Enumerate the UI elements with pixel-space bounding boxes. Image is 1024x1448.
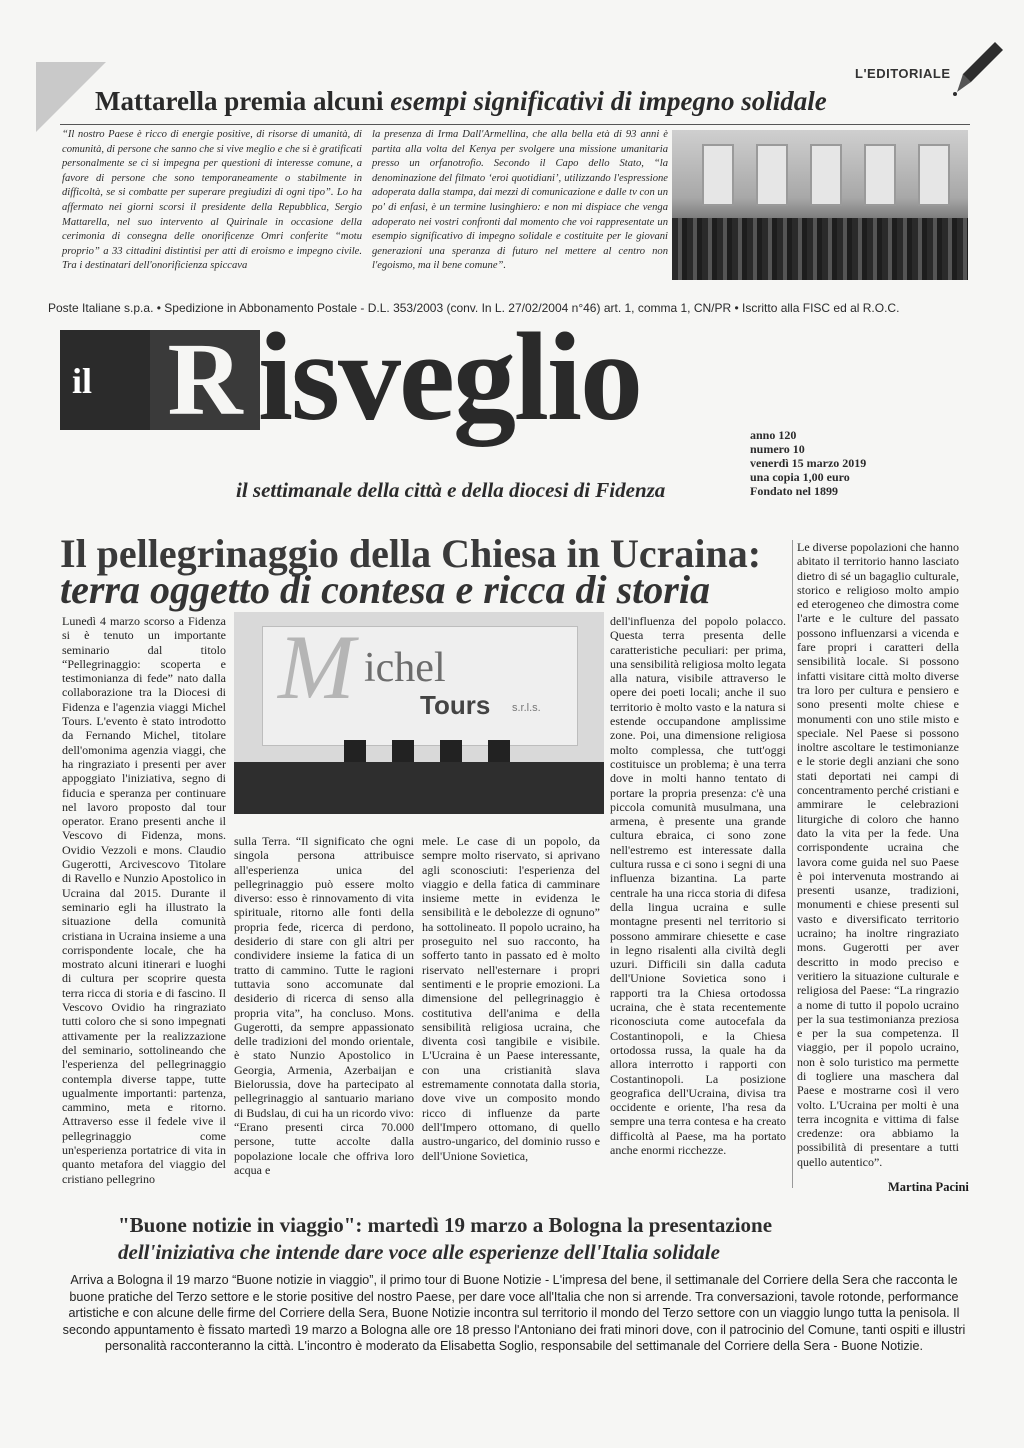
issue-info [750,428,866,498]
masthead-il-text: il [72,361,93,401]
article-column-5: Le diverse popolazioni che hanno abitato il territorio hanno lasciato dietro di sé un bagaglio culturale, storico e religioso molto ampio ed eterogeneo che dimostra come l'arte e le culture del passato possono influenzarsi a vicenda e fare propri i caratteri della sensibilità locale. Si possono infatti visitare città molto diverse tra loro per cultura e pensiero e sono presenti molte chiese e monumenti con uno stile misto e speciale. Nel Paese si possono inoltre ascoltare le testimonianze e le storie degli anziani che sono stati deportati nei campi di concentramento perché cristiani e ammirare le celebrazioni liturgiche di coloro che hanno dato la vita per la fede. Una corrispondente ucraina che lavora come guida nel suo Paese è poi intervenuta mostrando ai presenti usanze, tradizioni, monumenti e chiese presenti sul vasto e diversificato territorio ucraino; ha inoltre ringraziato mons. Gugerotti per aver descritto in modo preciso e veritiero la situazione culturale e religiosa del Paese: “La ringrazio a nome di tutto il popolo ucraino per la sua testimonianza preziosa e per la sua competenza. Il viaggio, per il popolo ucraino, non è solo turistico ma permette di togliere una maschera dal Paese e mostrarne così il vero volto. L'Ucraina per molti è una terra incognita e vittima di false credenze: ora abbiamo la possibilità di presentare a tutti quello autentico”. [797,540,959,1169]
article-column-1: Lunedì 4 marzo scorso a Fidenza si è tenuto un importante seminario dal titolo “Pellegrinaggio: scoperta e testimonianza di fede” nato dalla collaborazione tra la Diocesi di Fidenza e l'agenzia viaggi Michel Tours. L'evento è stato introdotto da Fernando Michel, titolare dell'omonima agenzia viaggi, che ha ringraziato i presenti per aver appoggiato l'iniziativa, segno di fiducia e speranza per continuare nel lavoro proposto dal tour operator. Erano presenti anche il Vescovo di Fidenza, mons. Ovidio Vezzoli e mons. Claudio Gugerotti, Arcivescovo Titolare di Ravello e Nunzio Apostolico in Ucraina dal 2015. Durante il seminario egli ha illustrato la situazione della comunità cristiana in Ucraina insieme a una corrispondente locale, che ha mostrato alcuni itinerari e luoghi di cultura per scoprire questa terra ricca di storia e di fascino. Il Vescovo Ovidio ha ringraziato tutti coloro che si sono impegnati attivamente per la realizzazione del seminario, sottolineando che l'esperienza del pellegrinaggio contempla diverse tappe, tutte ugualmente importanti: partenza, cammino, meta e ritorno. Attraverso esse il fedele vive il pellegrinaggio come un'esperienza portatrice di vita in quanto metafora del viaggio del cristiano pellegrino [62,614,226,1186]
article-author: Martina Pacini [888,1180,969,1194]
article-column-3: mele. Le case di un popolo, da sempre molto riservato, si aprivano agli sconosciuti: l'esperienza del viaggio e della fatica di camminare insieme mette in evidenza le sensibilità e le debolezze di ognuno” ha sottolineato. Il popolo ucraino, ha proseguito nel suo racconto, ha sofferto tanto in passato ed è molto riservato nell'esternare i propri sentimenti e le proprie emozioni. La dimensione del pellegrinaggio è costitutiva dell'anima e della sensibilità religiosa ucraina, che diventa così tangibile e visibile. L'Ucraina è un Paese interessante, con una cristianità slava estremamente connotata dalla storia, dove vive un composito mondo ricco di influenze da parte dell'Impero ottomano, di quello austro-ungarico, del dominio russo e dell'Unione Sovietica, [422,834,600,1163]
bottom-headline: "Buone notizie in viaggio": martedì 19 marzo a Bologna la presentazione [118,1213,773,1237]
article-column-4: dell'influenza del popolo polacco. Questa terra presenta delle caratteristiche peculiari: per prima, una sensibilità religiosa molto legata alla natura, visibile attraverso le opere dei poeti locali; anche il suo territorio è molto vasto e la natura si estende occupandone amplissime zone. Poi, una dimensione religiosa molto complessa, che tutt'oggi costituisce un problema; è una terra dove in molti hanno tentato di portare la propria presenza: c'è una piccola comunità musulmana, una armena, è presente una grande cultura ebraica, ci sono zone nell'estremo est interessate dalla cultura russa e ci sono i segni di una influenza bizantina. La parte centrale ha una ricca storia di difesa della lingua ucraina e sulle montagne presenti nel territorio si possono ammirare chiesette e case in legno risalenti alla civiltà degli uzuri. Difficili sin dalla caduta dell'Unione Sovietica sono i rapporti tra la Chiesa ortodossa ucraina, che è stata recentemente riconosciuta come autocefala da Costantinopoli, e la Chiesa ortodossa russa, la quale ha da allora interrotto i rapporti con Costantinopoli. La posizione geografica dell'Ucraina, divisa tra occidente e oriente, l'ha resa da sempre una terra contesa e ha creato difficoltà al Paese, ma ha portato anche enormi ricchezze. [610,614,786,1157]
masthead-subtitle: il settimanale della città e della diocesi di Fidenza [236,478,666,502]
article-headline: Il pellegrinaggio della Chiesa in Ucraina: [60,531,762,576]
bottom-subheadline: dell'iniziativa che intende dare voce alle esperienze dell'Italia solidale [118,1240,720,1264]
article-subheadline: terra oggetto di contesa e ricca di storia [60,567,710,612]
masthead-title: isveglio [258,308,641,447]
bottom-body-text: Arriva a Bologna il 19 marzo “Buone notizie in viaggio”, il primo tour di Buone Notizie - L'impresa del bene, il settimanale del Corriere della Sera che racconta le buone pratiche del Terzo settore e le storie positive del nostro Paese, per dare voce all'Italia che non si arrende. Tra conversazioni, tavole rotonde, performance artistiche e con alcune delle firme del Corriere della Sera, Buone Notizie incontra sul territorio il mondo del Terzo settore con un viaggio lungo tutta la penisola. Il secondo appuntamento è fissato martedì 19 marzo a Bologna alle ore 18 presso l'Antoniano dei frati minori dove, con il patrocinio del Comune, tanti ospiti e illustri personalità racconteranno la città. L'incontro è moderato da Elisabetta Soglio, responsabile del settimanale del Corriere della Sera - Buone Notizie. [62,1273,966,1354]
issue-price: una copia 1,00 euro [750,470,850,484]
article-column-2: sulla Terra. “Il significato che ogni singola persona attribuisce all'esperienza unica del pellegrinaggio può essere molto diverso: esso è rinnovamento di vita spirituale, ritorno alle fonti della propria fede, ricerca di perdono, desiderio di stare con gli altri per condividere insieme la fatica di un tratto di cammino. Tutte le ragioni tuttavia sono accomunate dal desiderio di ricerca di senso alla propria vita”, ha concluso. Mons. Gugerotti, da sempre appassionato delle tradizioni del mondo orientale, è stato Nunzio Apostolico in Georgia, Armenia, Azerbaijan e Bielorussia, dove ha partecipato al pellegrinaggio al santuario mariano di Budslau, di cui ha un ricordo vivo: “Erano presenti circa 70.000 persone, tutte accolte dalla popolazione locale che offriva loro acqua e [234,834,414,1177]
editorial-rule [60,124,970,125]
quirinale-ceremony-photo [672,130,968,280]
editorial-headline-italic: esempi significativi di impegno solidale [390,86,827,116]
masthead-initial: R [150,330,260,430]
issue-year: anno 120 [750,428,797,442]
issue-founded: Fondato nel 1899 [750,484,839,498]
editorial-headline [95,86,975,117]
issue-date: venerdì 15 marzo 2019 [750,456,867,470]
editorial-label: L'EDITORIALE [855,66,951,81]
seminar-photo [234,612,604,814]
logo-text-srl: s.r.l.s. [512,702,541,714]
editorial-column-2: la presenza di Irma Dall'Armellina, che alla bella età di 93 anni è partita alla volta del Kenya per svolgere una missione umanitaria presso un orfanotrofio. Secondo il Capo dello Stato, “la denominazione del filmato ‘eroi quotidiani’, utilizzando l'espressione adoperata dalla stampa, dai mezzi di comunicazione e dalle tv con un po' di enfasi, è un termine lusinghiero: e non mi dispiace che venga adoperato nei vostri confronti dal momento che voi rappresentate un esempio significativo di impegno solidale e costituite per le giovani generazioni una speranza di futuro nel mettere al centro non l'egoismo, ma il bene comune”. [372,129,668,272]
editorial-headline-plain: Mattarella premia alcuni [95,86,391,116]
issue-number: numero 10 [750,442,805,456]
masthead-il [60,330,150,430]
column-divider [792,540,793,1188]
logo-text-ichel: ichel [364,645,446,691]
editorial-column-1: “Il nostro Paese è ricco di energie positive, di risorse di umanità, di comunità, di persone che sanno che si vive meglio e che si è gratificati personalmente se ci si impegna per questioni di interesse comune, a favore di persone che sono temporaneamente o stabilmente in difficoltà, se si combatte per superare pregiudizi di ogni tipo”. Lo ha affermato nei giorni scorsi il presidente della Repubblica, Sergio Mattarella, nel suo intervento al Quirinale in occasione della cerimonia di consegna delle onorificenze Omri conferite “motu proprio” a 33 cittadini distintisi per atti di eroismo e impegno civile. Tra i destinatari dell'onorificienza spiccava [62,129,362,272]
logo-text-tours: Tours [420,690,491,720]
postal-notice: Poste Italiane s.p.a. • Spedizione in Abbonamento Postale - D.L. 353/2003 (conv. In L. 27/02/2004 n°46) art. 1, comma 1, CN/PR • Iscritto alla FISC ed al R.O.C. [48,301,900,315]
logo-letter-m: M [278,616,355,718]
